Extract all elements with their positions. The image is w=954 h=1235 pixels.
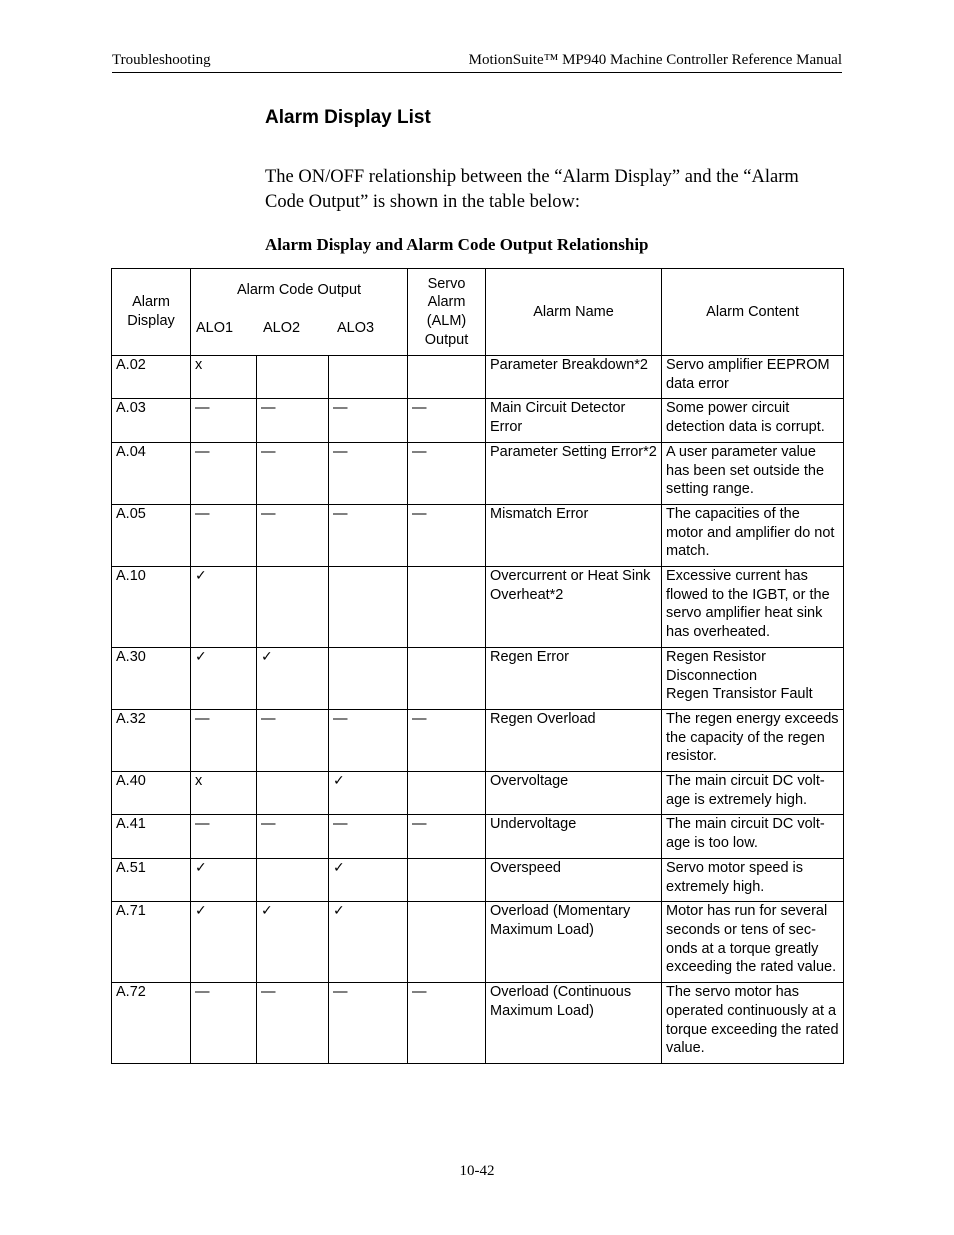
cell-servo: [408, 647, 486, 709]
cell-content: Servo amplifier EEPROM data error: [662, 356, 844, 399]
header-manual-title: MotionSuite™ MP940 Machine Controller Reference Manual: [468, 52, 842, 68]
cell-alo3: —: [329, 442, 408, 504]
intro-paragraph: The ON/OFF relationship between the “Alarm Display” and the “Alarm Code Output” is shown in the table below:: [265, 167, 799, 212]
header-alarm-content: Alarm Content: [662, 269, 844, 356]
cell-alo2: —: [257, 983, 329, 1064]
cell-alo1: —: [191, 983, 257, 1064]
cell-alo3: —: [329, 709, 408, 771]
cell-content: The main circuit DC volt- age is extremely high.: [662, 772, 844, 815]
header-alo1: ALO1: [196, 320, 234, 336]
cell-alo1: —: [191, 399, 257, 442]
cell-display: A.72: [112, 983, 191, 1064]
table-row: [112, 709, 844, 771]
cell-content: A user parameter value has been set outside the setting range.: [662, 442, 844, 504]
header-servo-alarm-output: Servo Alarm (ALM) Output: [408, 269, 486, 356]
table-row: [112, 504, 844, 566]
cell-content: The main circuit DC volt- age is too low.: [662, 815, 844, 858]
cell-alo2: —: [257, 815, 329, 858]
header-code-output-title: Alarm Code Output: [236, 282, 362, 298]
cell-name: Overspeed: [486, 858, 662, 901]
cell-alo2: —: [257, 399, 329, 442]
cell-alo2: ✓: [257, 902, 329, 983]
cell-content: The regen energy exceeds the capacity of the regen resistor.: [662, 709, 844, 771]
cell-servo: [408, 858, 486, 901]
table-row: [112, 442, 844, 504]
cell-alo1: —: [191, 709, 257, 771]
header-alarm-code-output: [191, 269, 408, 356]
cell-content: Motor has run for several seconds or tens of sec- onds at a torque greatly exceeding the rated value.: [662, 902, 844, 983]
cell-display: A.02: [112, 356, 191, 399]
table-row: [112, 983, 844, 1064]
cell-content: Some power circuit detection data is corrupt.: [662, 399, 844, 442]
cell-servo: —: [408, 504, 486, 566]
table-row: [112, 356, 844, 399]
table-row: [112, 858, 844, 901]
cell-alo3: [329, 647, 408, 709]
cell-alo2: ✓: [257, 647, 329, 709]
table-body: [112, 356, 844, 1064]
cell-display: A.05: [112, 504, 191, 566]
cell-alo2: [257, 567, 329, 648]
cell-display: A.51: [112, 858, 191, 901]
cell-name: Main Circuit Detector Error: [486, 399, 662, 442]
cell-alo2: —: [257, 442, 329, 504]
cell-display: A.41: [112, 815, 191, 858]
cell-display: A.04: [112, 442, 191, 504]
cell-alo3: ✓: [329, 902, 408, 983]
cell-alo1: ✓: [191, 567, 257, 648]
cell-name: Overvoltage: [486, 772, 662, 815]
cell-name: Undervoltage: [486, 815, 662, 858]
cell-content: The servo motor has operated continuously at a torque exceeding the rated value.: [662, 983, 844, 1064]
table-row: [112, 647, 844, 709]
header-section-name: Troubleshooting: [112, 52, 211, 68]
cell-alo1: x: [191, 772, 257, 815]
cell-alo1: —: [191, 442, 257, 504]
cell-alo3: [329, 567, 408, 648]
table-row: [112, 772, 844, 815]
cell-display: A.32: [112, 709, 191, 771]
table-caption: Alarm Display and Alarm Code Output Relationship: [265, 235, 649, 254]
header-alo3: ALO3: [337, 320, 375, 336]
cell-alo1: ✓: [191, 902, 257, 983]
cell-alo2: —: [257, 709, 329, 771]
page-number: 10-42: [459, 1163, 495, 1179]
cell-display: A.71: [112, 902, 191, 983]
cell-servo: [408, 902, 486, 983]
table-header: [112, 269, 844, 356]
cell-alo3: —: [329, 815, 408, 858]
cell-display: A.03: [112, 399, 191, 442]
cell-name: Overcurrent or Heat Sink Overheat*2: [486, 567, 662, 648]
cell-name: Parameter Breakdown*2: [486, 356, 662, 399]
header-alarm-name: Alarm Name: [486, 269, 662, 356]
cell-alo3: ✓: [329, 858, 408, 901]
cell-alo1: x: [191, 356, 257, 399]
section-title: Alarm Display List: [265, 107, 431, 128]
cell-alo3: —: [329, 983, 408, 1064]
cell-display: A.10: [112, 567, 191, 648]
cell-name: Regen Overload: [486, 709, 662, 771]
table-row: [112, 815, 844, 858]
cell-content: Regen Resistor Disconnection Regen Transistor Fault: [662, 647, 844, 709]
cell-name: Parameter Setting Error*2: [486, 442, 662, 504]
cell-servo: —: [408, 709, 486, 771]
cell-alo3: —: [329, 504, 408, 566]
cell-alo3: —: [329, 399, 408, 442]
cell-content: Excessive current has flowed to the IGBT, or the servo amplifier heat sink has overheated.: [662, 567, 844, 648]
cell-servo: [408, 567, 486, 648]
cell-alo1: —: [191, 815, 257, 858]
cell-alo1: —: [191, 504, 257, 566]
table-row: [112, 902, 844, 983]
cell-name: Overload (Momentary Maximum Load): [486, 902, 662, 983]
cell-alo3: [329, 356, 408, 399]
header-alo2: ALO2: [263, 320, 301, 336]
cell-alo2: [257, 356, 329, 399]
cell-alo2: [257, 772, 329, 815]
cell-name: Overload (Continuous Maximum Load): [486, 983, 662, 1064]
cell-alo2: —: [257, 504, 329, 566]
cell-display: A.40: [112, 772, 191, 815]
cell-servo: —: [408, 399, 486, 442]
table-row: [112, 399, 844, 442]
cell-display: A.30: [112, 647, 191, 709]
table-row: [112, 567, 844, 648]
cell-servo: —: [408, 983, 486, 1064]
running-header: [112, 52, 842, 73]
cell-servo: [408, 356, 486, 399]
cell-name: Mismatch Error: [486, 504, 662, 566]
cell-name: Regen Error: [486, 647, 662, 709]
header-alarm-display: Alarm Display: [112, 269, 191, 356]
cell-content: The capacities of the motor and amplifier do not match.: [662, 504, 844, 566]
cell-alo2: [257, 858, 329, 901]
cell-alo3: ✓: [329, 772, 408, 815]
cell-content: Servo motor speed is extremely high.: [662, 858, 844, 901]
cell-servo: [408, 772, 486, 815]
cell-alo1: ✓: [191, 858, 257, 901]
cell-servo: —: [408, 442, 486, 504]
cell-servo: —: [408, 815, 486, 858]
cell-alo1: ✓: [191, 647, 257, 709]
alarm-table: [111, 268, 844, 1064]
